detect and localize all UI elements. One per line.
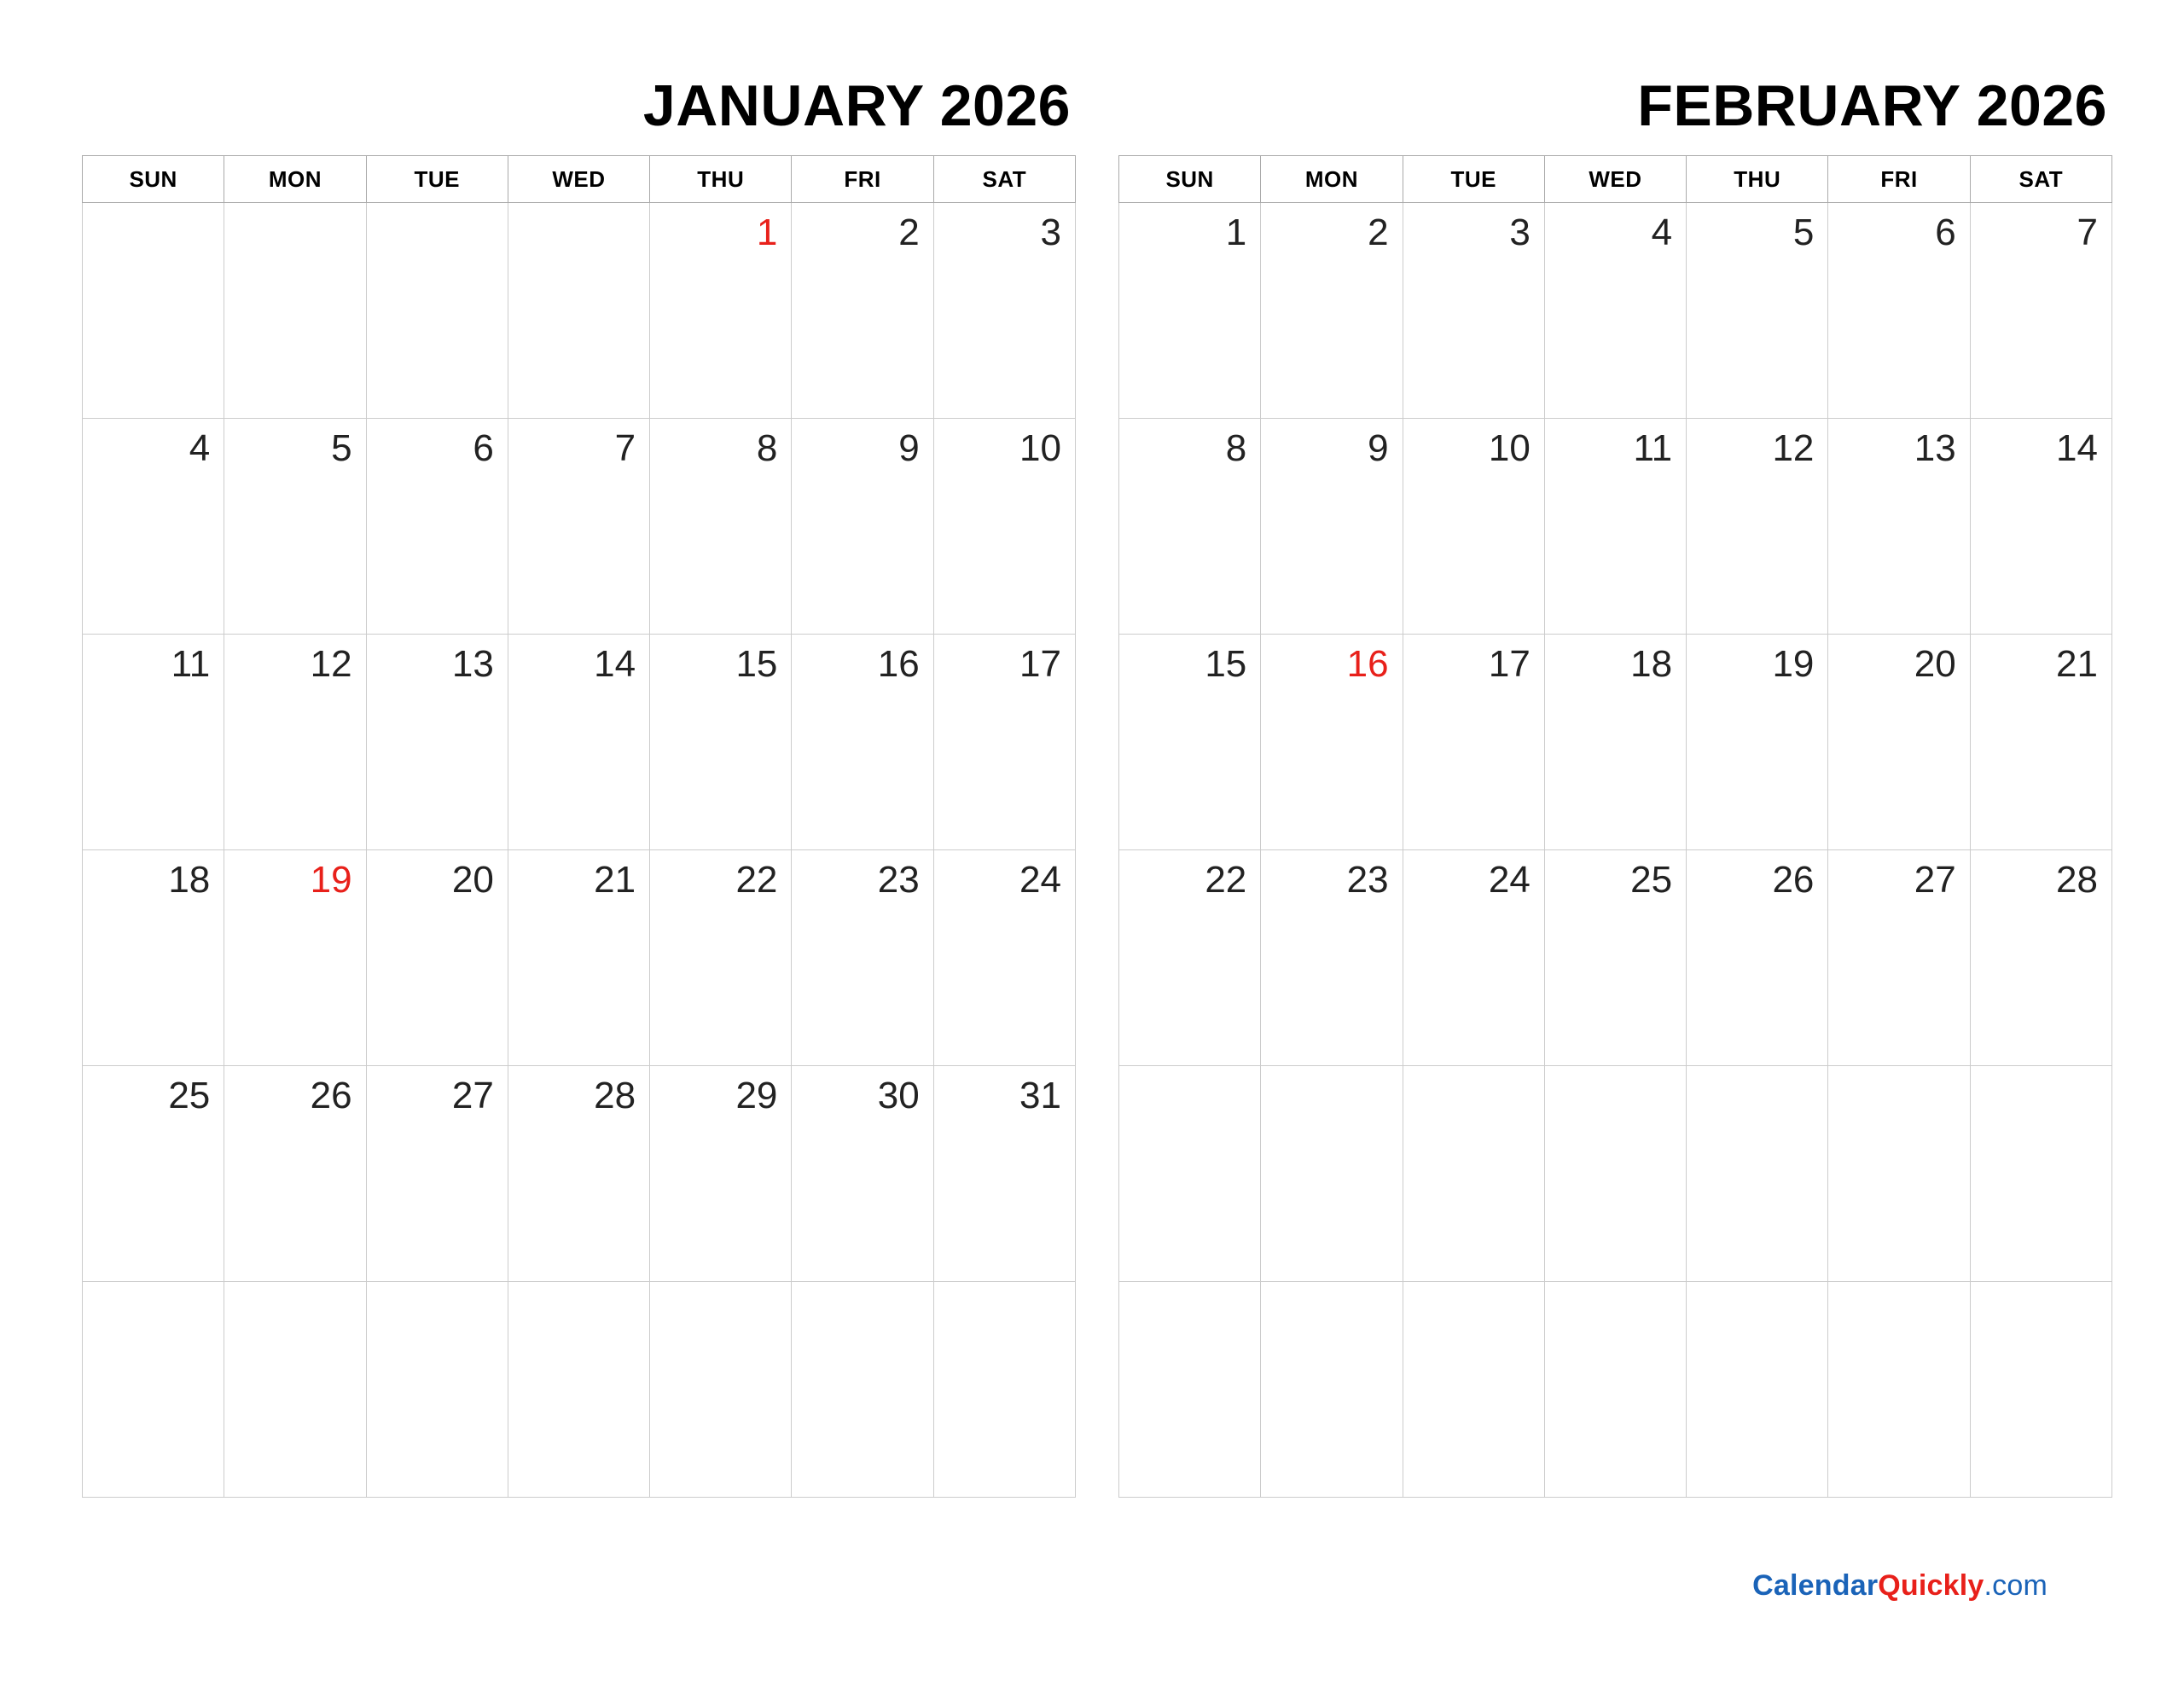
day-cell[interactable]: 21 [1970,635,2111,850]
day-cell[interactable]: 28 [508,1066,649,1282]
day-cell[interactable] [1403,1066,1544,1282]
week-row [83,1282,1076,1498]
day-cell[interactable] [508,1282,649,1498]
day-cell[interactable]: 14 [1970,419,2111,635]
weekday-header-row [83,156,1076,203]
day-cell[interactable] [1261,1066,1403,1282]
day-cell[interactable]: 24 [933,850,1075,1066]
week-row [83,419,1076,635]
day-cell[interactable] [366,1282,508,1498]
weekday-header-sun: SUN [1119,156,1261,203]
day-cell[interactable]: 13 [1828,419,1970,635]
day-cell[interactable]: 25 [83,1066,224,1282]
day-cell[interactable]: 7 [1970,203,2111,419]
day-cell[interactable] [1687,1066,1828,1282]
day-cell[interactable] [1544,1066,1686,1282]
day-cell[interactable]: 19 [224,850,366,1066]
day-cell[interactable] [933,1282,1075,1498]
day-cell[interactable]: 4 [83,419,224,635]
day-cell[interactable] [1828,1066,1970,1282]
day-cell[interactable]: 27 [366,1066,508,1282]
week-row [1119,1282,2112,1498]
day-cell[interactable] [83,1282,224,1498]
day-cell[interactable]: 10 [1403,419,1544,635]
day-cell[interactable]: 8 [650,419,792,635]
day-cell[interactable] [1970,1066,2111,1282]
day-cell[interactable] [792,1282,933,1498]
week-row [1119,850,2112,1066]
weekday-header-wed: WED [1544,156,1686,203]
weekday-header-sat: SAT [1970,156,2111,203]
brand-domain-text: .com [1984,1569,2048,1602]
day-cell[interactable] [1119,1066,1261,1282]
day-cell[interactable]: 26 [1687,850,1828,1066]
day-cell[interactable] [1403,1282,1544,1498]
day-cell[interactable]: 4 [1544,203,1686,419]
weekday-header-wed: WED [508,156,649,203]
day-cell[interactable]: 9 [792,419,933,635]
day-cell[interactable] [1828,1282,1970,1498]
day-cell[interactable]: 17 [1403,635,1544,850]
day-cell[interactable] [1544,1282,1686,1498]
day-cell[interactable]: 16 [792,635,933,850]
calendar-container [82,73,2112,1498]
weekday-header-sat: SAT [933,156,1075,203]
day-cell[interactable]: 9 [1261,419,1403,635]
day-cell[interactable]: 12 [224,635,366,850]
day-cell[interactable]: 25 [1544,850,1686,1066]
day-cell[interactable]: 21 [508,850,649,1066]
week-row [83,203,1076,419]
day-cell[interactable]: 24 [1403,850,1544,1066]
day-cell[interactable]: 14 [508,635,649,850]
day-cell[interactable]: 26 [224,1066,366,1282]
week-row [83,635,1076,850]
day-cell[interactable] [83,203,224,419]
day-cell[interactable]: 1 [650,203,792,419]
month-title-february: FEBRUARY 2026 [1637,73,2107,138]
day-cell[interactable]: 20 [366,850,508,1066]
day-cell[interactable]: 2 [792,203,933,419]
weekday-header-fri: FRI [792,156,933,203]
day-cell[interactable]: 11 [1544,419,1686,635]
weekday-header-thu: THU [650,156,792,203]
week-row [1119,635,2112,850]
day-cell[interactable]: 27 [1828,850,1970,1066]
week-row [1119,419,2112,635]
weekday-header-mon: MON [1261,156,1403,203]
site-branding[interactable] [0,1569,2184,1603]
day-cell[interactable]: 22 [1119,850,1261,1066]
day-cell[interactable]: 11 [83,635,224,850]
day-cell[interactable]: 12 [1687,419,1828,635]
day-cell[interactable] [224,203,366,419]
calendar-month-january [82,73,1076,1498]
day-cell[interactable]: 2 [1261,203,1403,419]
day-cell[interactable] [1687,1282,1828,1498]
day-cell[interactable] [1261,1282,1403,1498]
weekday-header-fri: FRI [1828,156,1970,203]
brand-calendar-text: Calendar [1752,1569,1879,1602]
day-cell[interactable]: 18 [1544,635,1686,850]
day-cell[interactable]: 15 [650,635,792,850]
day-cell[interactable] [1970,1282,2111,1498]
day-cell[interactable] [1119,1282,1261,1498]
day-cell[interactable]: 17 [933,635,1075,850]
day-cell[interactable] [650,1282,792,1498]
week-row [83,850,1076,1066]
day-cell[interactable]: 5 [224,419,366,635]
weekday-header-tue: TUE [366,156,508,203]
day-cell[interactable]: 15 [1119,635,1261,850]
day-cell[interactable]: 3 [933,203,1075,419]
brand-quickly-text: Quickly [1878,1569,1984,1602]
day-cell[interactable] [508,203,649,419]
day-cell[interactable]: 23 [792,850,933,1066]
weekday-header-mon: MON [224,156,366,203]
day-cell[interactable]: 5 [1687,203,1828,419]
day-cell[interactable]: 31 [933,1066,1075,1282]
day-cell[interactable]: 20 [1828,635,1970,850]
day-cell[interactable]: 19 [1687,635,1828,850]
day-cell[interactable]: 30 [792,1066,933,1282]
day-cell[interactable]: 22 [650,850,792,1066]
day-cell[interactable]: 18 [83,850,224,1066]
weekday-header-thu: THU [1687,156,1828,203]
day-cell[interactable]: 6 [366,419,508,635]
week-row [1119,1066,2112,1282]
calendar-month-february [1118,73,2112,1498]
week-row [83,1066,1076,1282]
day-cell[interactable]: 8 [1119,419,1261,635]
day-cell[interactable]: 7 [508,419,649,635]
week-row [1119,203,2112,419]
day-cell[interactable]: 29 [650,1066,792,1282]
day-cell[interactable]: 28 [1970,850,2111,1066]
weekday-header-row [1119,156,2112,203]
day-cell[interactable]: 16 [1261,635,1403,850]
day-cell[interactable] [366,203,508,419]
weekday-header-tue: TUE [1403,156,1544,203]
month-grid-february [1118,155,2112,1498]
day-cell[interactable] [224,1282,366,1498]
day-cell[interactable]: 23 [1261,850,1403,1066]
month-title-january: JANUARY 2026 [642,73,1071,138]
day-cell[interactable]: 13 [366,635,508,850]
day-cell[interactable]: 10 [933,419,1075,635]
day-cell[interactable]: 1 [1119,203,1261,419]
month-grid-january [82,155,1076,1498]
weekday-header-sun: SUN [83,156,224,203]
day-cell[interactable]: 6 [1828,203,1970,419]
day-cell[interactable]: 3 [1403,203,1544,419]
